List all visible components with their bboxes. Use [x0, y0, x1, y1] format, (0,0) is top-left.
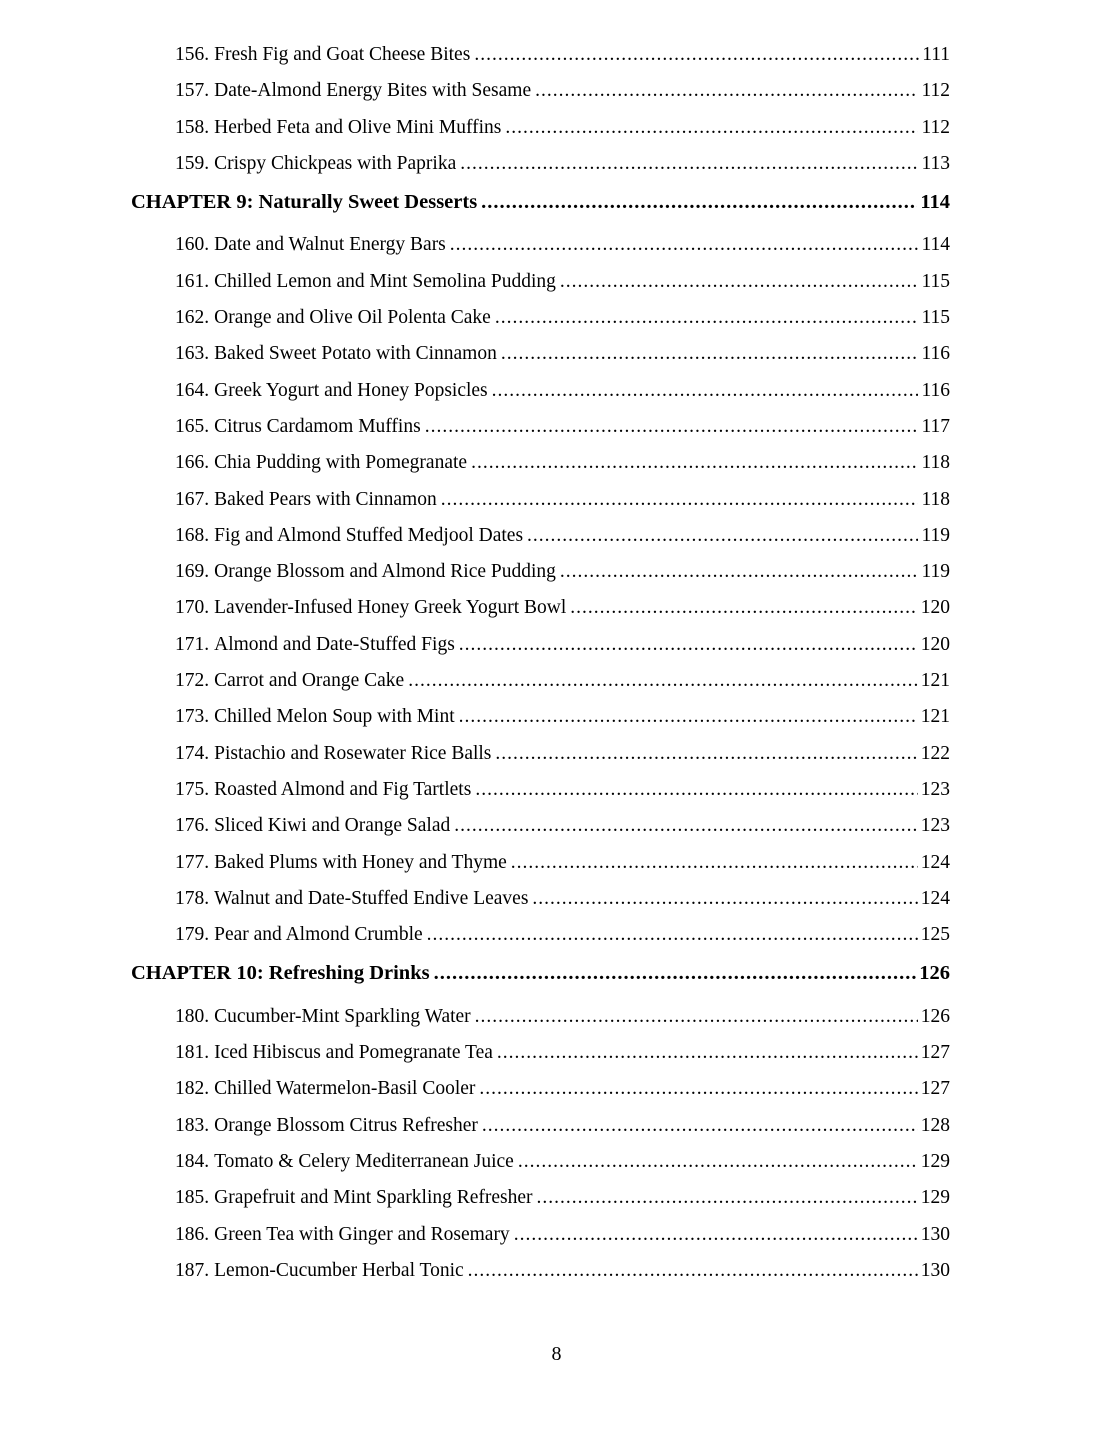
toc-entry: [131, 336, 950, 372]
toc-entry-number: 159.: [175, 152, 210, 174]
dot-leader: [491, 300, 919, 336]
toc-entry-number: 187.: [175, 1259, 210, 1281]
toc-entry-title: Lavender-Infused Honey Greek Yogurt Bowl: [214, 597, 567, 619]
dot-leader: [455, 699, 918, 735]
toc-entry: [131, 590, 950, 626]
toc-entry-number: 180.: [175, 1005, 210, 1027]
toc-entry: [131, 264, 950, 300]
toc-entry-title: Chilled Lemon and Mint Semolina Pudding: [214, 270, 556, 292]
toc-entry-title: Walnut and Date-Stuffed Endive Leaves: [214, 887, 529, 909]
toc-entry: [131, 699, 950, 735]
toc-chapter-label: CHAPTER 9: Naturally Sweet Desserts: [131, 191, 478, 214]
toc-entry-number: 176.: [175, 815, 210, 837]
toc-entry-page: 123: [920, 815, 950, 837]
toc-entry-title: Citrus Cardamom Muffins: [214, 415, 421, 437]
toc-entry-title: Carrot and Orange Cake: [214, 670, 405, 692]
toc-entry-page: 118: [921, 452, 950, 474]
toc-entry: [131, 1071, 950, 1107]
toc-entry-number: 183.: [175, 1114, 210, 1136]
dot-leader: [531, 73, 918, 109]
toc-entry-number: 182.: [175, 1078, 210, 1100]
toc-entry: [131, 300, 950, 336]
toc-entry-page: 119: [921, 524, 950, 546]
toc-entry-number: 157.: [175, 80, 210, 102]
toc-entry-title: Fresh Fig and Goat Cheese Bites: [214, 44, 471, 65]
toc-entry: [131, 881, 950, 917]
toc-entry-title: Chilled Melon Soup with Mint: [214, 706, 455, 728]
toc-entry-page: 120: [920, 597, 950, 619]
toc-entry-title: Pistachio and Rosewater Rice Balls: [214, 742, 492, 764]
toc-entry: [131, 663, 950, 699]
toc-entry-title: Cucumber-Mint Sparkling Water: [214, 1005, 471, 1027]
toc-entry-page: 114: [921, 234, 950, 256]
toc-entry-page: 124: [920, 887, 950, 909]
toc-entry: [131, 845, 950, 881]
toc-entry-title: Date-Almond Energy Bites with Sesame: [214, 80, 532, 102]
toc-entry-number: 163.: [175, 343, 210, 365]
toc-entry-page: 113: [921, 152, 950, 174]
dot-leader: [467, 445, 918, 481]
toc-entry-number: 171.: [175, 633, 210, 655]
toc-entry-number: 169.: [175, 561, 210, 583]
dot-leader: [514, 1144, 918, 1180]
toc-entry-number: 181.: [175, 1042, 210, 1064]
toc-entry-page: 129: [920, 1150, 950, 1172]
toc-entry: [131, 373, 950, 409]
toc-entry-page: 130: [920, 1223, 950, 1245]
toc-entry-page: 126: [920, 1005, 950, 1027]
toc-entry: [131, 627, 950, 663]
dot-leader: [477, 184, 917, 220]
toc-entry-page: 119: [921, 561, 950, 583]
dot-leader: [437, 482, 919, 518]
dot-leader: [475, 1071, 917, 1107]
toc-entry-title: Pear and Almond Crumble: [214, 924, 423, 946]
toc-entry-number: 186.: [175, 1223, 210, 1245]
toc-entry-title: Almond and Date-Stuffed Figs: [214, 633, 455, 655]
dot-leader: [471, 999, 918, 1035]
page-footer: [0, 1343, 1113, 1366]
toc-entry-title: Sliced Kiwi and Orange Salad: [214, 815, 451, 837]
toc-entry-page: 112: [921, 80, 950, 102]
toc-entry: [131, 772, 950, 808]
toc-entry-number: 164.: [175, 379, 210, 401]
toc-entry: [131, 1217, 950, 1253]
toc-entry-title: Orange Blossom and Almond Rice Pudding: [214, 561, 556, 583]
dot-leader: [533, 1180, 918, 1216]
dot-leader: [421, 409, 919, 445]
dot-leader: [491, 736, 917, 772]
dot-leader: [488, 373, 919, 409]
toc-entry-title: Green Tea with Ginger and Rosemary: [214, 1223, 510, 1245]
toc-entry-number: 161.: [175, 270, 210, 292]
toc-entry: [131, 808, 950, 844]
toc-entry: [131, 736, 950, 772]
toc-entry-number: 178.: [175, 887, 210, 909]
toc-entry-number: 174.: [175, 742, 210, 764]
toc-entry-page: 123: [920, 778, 950, 800]
toc-entry: [131, 1108, 950, 1144]
toc-entry-number: 156.: [175, 44, 210, 65]
dot-leader: [450, 808, 918, 844]
toc-entry-page: 121: [920, 706, 950, 728]
toc-chapter-heading: [131, 955, 950, 991]
toc-entry-title: Orange Blossom Citrus Refresher: [214, 1114, 478, 1136]
dot-leader: [404, 663, 918, 699]
toc-entry-page: 117: [921, 415, 950, 437]
toc-entry-page: 112: [921, 116, 950, 138]
dot-leader: [556, 554, 919, 590]
toc-entry-number: 160.: [175, 234, 210, 256]
toc-entry-number: 175.: [175, 778, 210, 800]
toc-entry-title: Orange and Olive Oil Polenta Cake: [214, 307, 491, 329]
toc-entry-number: 162.: [175, 307, 210, 329]
toc-entry-page: 130: [920, 1259, 950, 1281]
toc-chapter-page: 126: [919, 962, 950, 985]
toc-entry-title: Roasted Almond and Fig Tartlets: [214, 778, 472, 800]
toc-entry-title: Fig and Almond Stuffed Medjool Dates: [214, 524, 524, 546]
toc-entry-title: Baked Sweet Potato with Cinnamon: [214, 343, 497, 365]
toc-entry-title: Grapefruit and Mint Sparkling Refresher: [214, 1187, 533, 1209]
toc-entry-page: 116: [921, 343, 950, 365]
dot-leader: [501, 110, 918, 146]
dot-leader: [507, 845, 918, 881]
dot-leader: [446, 227, 919, 263]
toc-entry-title: Chia Pudding with Pomegranate: [214, 452, 468, 474]
toc-entry-page: 127: [920, 1078, 950, 1100]
page-number: 8: [551, 1343, 562, 1365]
toc-entry-number: 168.: [175, 524, 210, 546]
toc-entry-page: 122: [920, 742, 950, 764]
toc-entry-number: 184.: [175, 1150, 210, 1172]
toc-entry: [131, 482, 950, 518]
toc-entry: [131, 146, 950, 182]
toc-entry-number: 179.: [175, 924, 210, 946]
toc-entry-page: 128: [920, 1114, 950, 1136]
toc-entry-page: 111: [922, 44, 950, 65]
toc-entry: [131, 1180, 950, 1216]
dot-leader: [497, 336, 919, 372]
toc-entry: [131, 445, 950, 481]
toc-entry-title: Tomato & Celery Mediterranean Juice: [214, 1150, 514, 1172]
toc-entry-number: 165.: [175, 415, 210, 437]
toc-entry: [131, 999, 950, 1035]
toc-entry: [131, 110, 950, 146]
dot-leader: [493, 1035, 918, 1071]
toc-entry-page: 121: [920, 670, 950, 692]
dot-leader: [471, 772, 917, 808]
toc-entry-page: 124: [920, 851, 950, 873]
toc-entry-page: 116: [921, 379, 950, 401]
toc-entry: [131, 409, 950, 445]
toc-entry-page: 115: [921, 307, 950, 329]
dot-leader: [456, 146, 918, 182]
toc-entry: [131, 554, 950, 590]
toc-entry: [131, 1035, 950, 1071]
toc-entry: [131, 227, 950, 263]
toc-entry-number: 172.: [175, 670, 210, 692]
toc-chapter-page: 114: [920, 191, 950, 214]
toc-entry-number: 185.: [175, 1187, 210, 1209]
toc-entry-title: Baked Plums with Honey and Thyme: [214, 851, 507, 873]
dot-leader: [510, 1217, 918, 1253]
toc-entry-title: Herbed Feta and Olive Mini Muffins: [214, 116, 502, 138]
dot-leader: [556, 264, 919, 300]
toc-entry-page: 120: [920, 633, 950, 655]
dot-leader: [455, 627, 918, 663]
dot-leader: [478, 1108, 918, 1144]
toc-entry-number: 166.: [175, 452, 210, 474]
toc-entry-title: Iced Hibiscus and Pomegranate Tea: [214, 1042, 493, 1064]
dot-leader: [464, 1253, 918, 1289]
toc-entry: [131, 518, 950, 554]
toc-entry-number: 177.: [175, 851, 210, 873]
toc-entry-page: 127: [920, 1042, 950, 1064]
toc-entry: [131, 37, 950, 73]
toc-entry-number: 173.: [175, 706, 210, 728]
toc-entry-number: 167.: [175, 488, 210, 510]
toc-entry: [131, 917, 950, 953]
dot-leader: [528, 881, 917, 917]
dot-leader: [423, 917, 918, 953]
toc-entry-page: 115: [921, 270, 950, 292]
toc-entry-title: Crispy Chickpeas with Paprika: [214, 152, 457, 174]
dot-leader: [566, 590, 917, 626]
toc-entry-number: 170.: [175, 597, 210, 619]
toc-entry: [131, 73, 950, 109]
toc-entry-title: Lemon-Cucumber Herbal Tonic: [214, 1259, 464, 1281]
toc-entry-title: Chilled Watermelon-Basil Cooler: [214, 1078, 476, 1100]
toc-entry-page: 118: [921, 488, 950, 510]
toc-entry: [131, 1253, 950, 1289]
dot-leader: [523, 518, 918, 554]
dot-leader: [470, 37, 919, 73]
toc-entry-title: Baked Pears with Cinnamon: [214, 488, 437, 510]
toc-entry: [131, 1144, 950, 1180]
toc-chapter-heading: [131, 184, 950, 220]
toc-entry-title: Greek Yogurt and Honey Popsicles: [214, 379, 488, 401]
toc-entry-page: 125: [920, 924, 950, 946]
dot-leader: [430, 955, 917, 991]
toc-entry-page: 129: [920, 1187, 950, 1209]
toc-chapter-label: CHAPTER 10: Refreshing Drinks: [131, 962, 430, 985]
toc-entry-number: 158.: [175, 116, 210, 138]
toc-entry-title: Date and Walnut Energy Bars: [214, 234, 446, 256]
